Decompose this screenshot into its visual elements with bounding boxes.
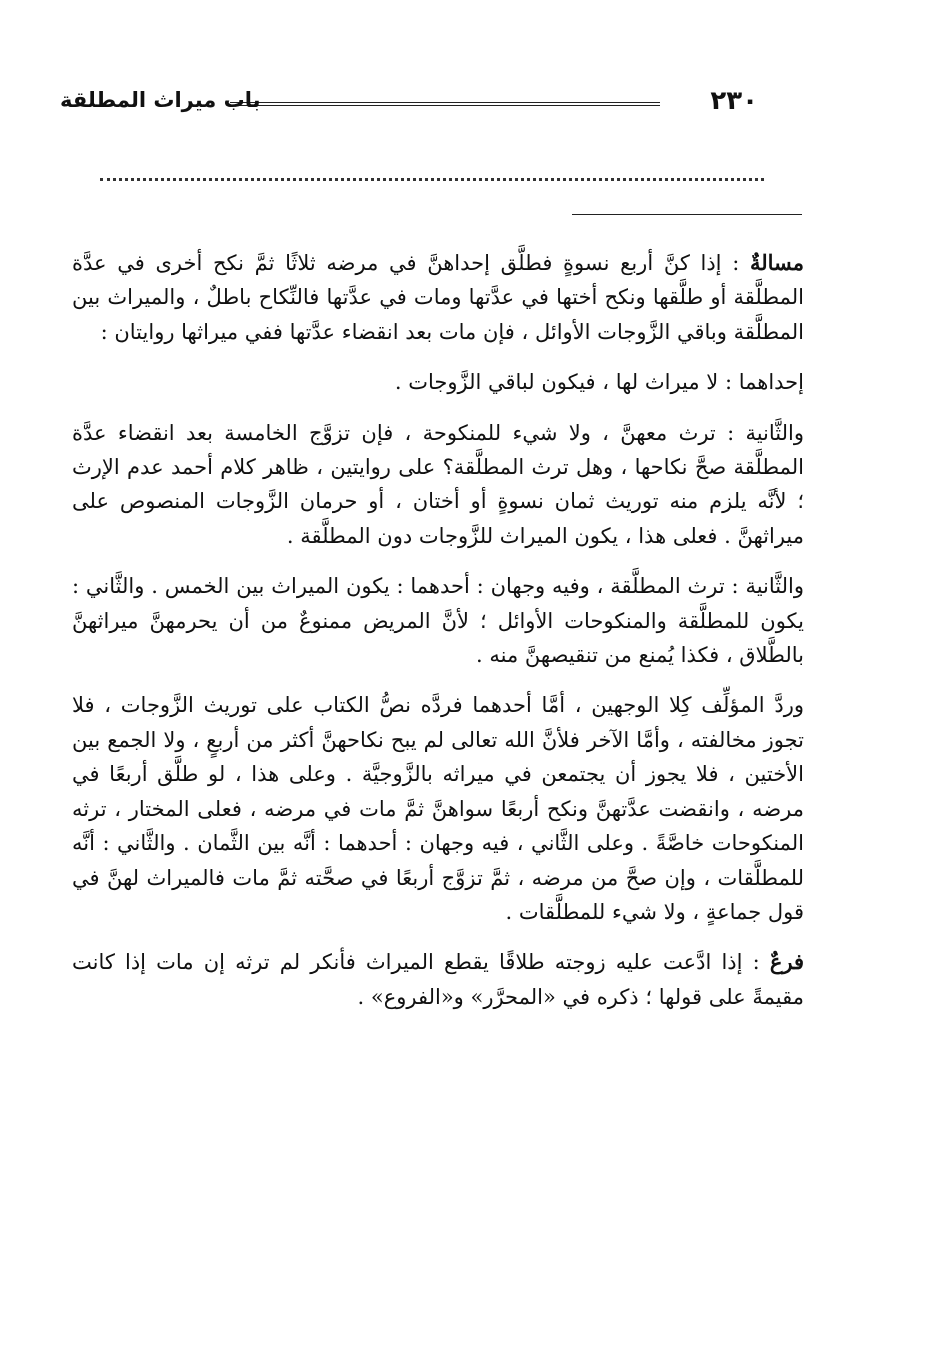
masala-text: : إذا كنَّ أربع نسوةٍ فطلَّق إحداهنَّ في مرضه ثلاثًا ثمَّ نكح أخرى في عدَّة المطلَّقة أو طلَّقها ونكح أختها في عدَّتها ومات في عدَّتها فالنِّكاح باطلٌ ، والميراث بين المطلَّقة وباقي الزَّوجات الأوائل ، فإن مات بعد انقضاء عدَّتها ففي ميراثها روايتان : [72, 251, 804, 344]
dotted-separator [100, 178, 764, 189]
running-title: باب ميراث المطلقة [60, 88, 261, 112]
short-rule [572, 214, 802, 215]
far-text: : إذا ادَّعت عليه زوجته طلاقًا يقطع الميراث فأنكر لم ترثه إن مات إذا كانت مقيمةً على قولها ؛ ذكره في «المحرَّر» و«الفروع» . [72, 950, 804, 1009]
header-rule-double [230, 105, 660, 106]
page-number: ٢٣٠ [710, 86, 758, 116]
far-heading: فرعٌ [769, 949, 804, 975]
header-rule [230, 102, 660, 103]
masala-heading: مسالةٌ [749, 250, 804, 275]
paragraph-far [72, 945, 804, 1014]
paragraph-second-view: والثَّانية : ترث المطلَّقة ، وفيه وجهان : أحدهما : يكون الميراث بين الخمس . والثَّاني : يكون للمطلَّقة والمنكوحات الأوائل ؛ لأنَّ المريض ممنوعٌ من أن يحرمهنَّ ميراثهنَّ بالطَّلاق ، فكذا يُمنع من تنقيصهنَّ منه . [72, 574, 804, 668]
paragraph-first-narration: إحداهما : لا ميراث لها ، فيكون لباقي الزَّوجات . [394, 370, 804, 395]
paragraph-masala [72, 246, 804, 349]
paragraph-author-rejection: وردَّ المؤلِّف كِلا الوجهين ، أمَّا أحدهما فردَّه نصُّ الكتاب على توريث الزَّوجات ، فلا تجوز مخالفته ، وأمَّا الآخر فلأنَّ الله تعالى لم يبح نكاحهنَّ أكثر من أربعٍ ، ولا الجمع بين الأختين ، فلا يجوز أن يجتمعن في ميراثه بالزَّوجيَّة . وعلى هذا ، لو طلَّق أربعًا في مرضه ، وانقضت عدَّتهنَّ ونكح أربعًا سواهنَّ ثمَّ مات في مرضه ، فعلى المختار ، ترثه المنكوحات خاصَّةً . وعلى الثَّاني ، فيه وجهان : أحدهما : أنَّه بين الثَّمان . والثَّاني : أنَّه للمطلَّقات ، وإن صحَّ من مرضه ، ثمَّ تزوَّج أربعًا في صحَّته ثمَّ مات فالميراث لهنَّ في قول جماعةٍ ، ولا شيء للمطلَّقات . [72, 693, 804, 924]
page-header [60, 86, 770, 122]
main-text [72, 246, 804, 1030]
paragraph-second-narration: والثَّانية : ترث معهنَّ ، ولا شيء للمنكوحة ، فإن تزوَّج الخامسة بعد انقضاء عدَّة المطلَّقة صحَّ نكاحها ، وهل ترث المطلَّقة؟ على روايتين ، ظاهر كلام أحمد عدم الإرث ؛ لأنَّه يلزم منه توريث ثمان نسوةٍ أو أختان ، أو حرمان الزَّوجات المنصوص على ميراثهنَّ . فعلى هذا ، يكون الميراث للزَّوجات دون المطلَّقة . [72, 420, 804, 548]
